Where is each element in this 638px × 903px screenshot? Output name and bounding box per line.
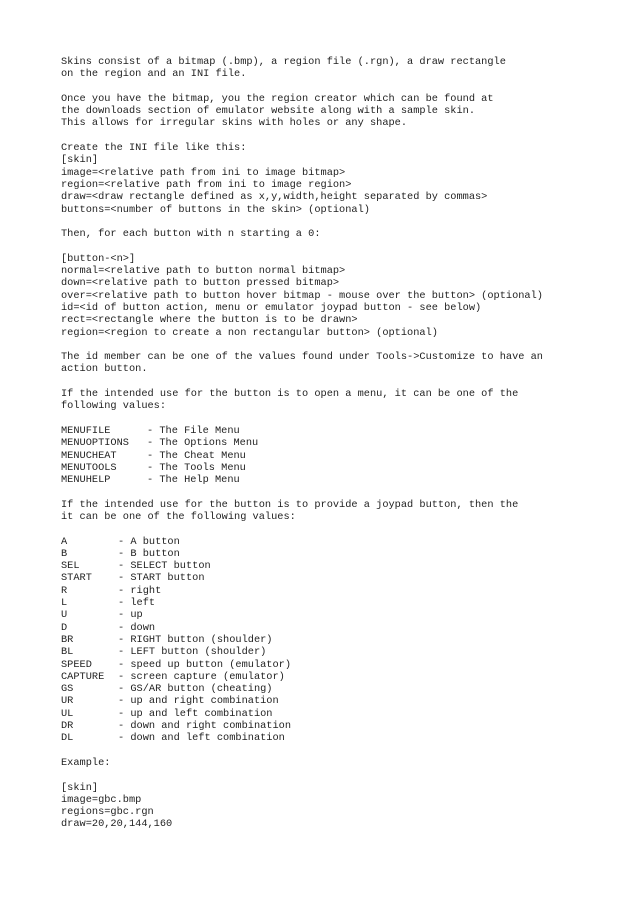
text-line: Create the INI file like this: <box>61 142 247 155</box>
joypad-value-key: UR <box>61 695 74 708</box>
joypad-value-key: START <box>61 572 92 585</box>
joypad-value-key: B <box>61 547 68 560</box>
joypad-value-row <box>61 609 621 621</box>
joypad-value-desc: - GS/AR button (cheating) <box>118 683 273 696</box>
ini-section <box>61 142 621 216</box>
code-line: image=<relative path from ini to image bitmap> <box>61 166 346 179</box>
joypad-value-row <box>61 708 621 720</box>
menu-value-row <box>61 437 621 449</box>
text-line: following values: <box>61 400 167 413</box>
joypad-values-list <box>61 536 621 745</box>
menu-value-desc: - The Tools Menu <box>147 461 246 474</box>
joypad-value-row <box>61 683 621 695</box>
code-line: over=<relative path to button hover bitmap - mouse over the button> (optional) <box>61 289 543 302</box>
code-line: buttons=<number of buttons in the skin> (optional) <box>61 203 370 216</box>
menu-value-row <box>61 462 621 474</box>
code-line: image=gbc.bmp <box>61 793 142 806</box>
joypad-value-desc: - A button <box>118 535 180 548</box>
joypad-value-row <box>61 572 621 584</box>
id-paragraph <box>61 351 621 376</box>
example-heading <box>61 757 621 769</box>
joypad-value-desc: - down <box>118 621 156 634</box>
joypad-value-row <box>61 646 621 658</box>
text-line: The id member can be one of the values found under Tools->Customize to have an <box>61 351 543 364</box>
menu-value-row <box>61 450 621 462</box>
joypad-value-row <box>61 560 621 572</box>
joypad-value-key: DR <box>61 720 74 733</box>
menu-value-key: MENUFILE <box>61 424 111 437</box>
joypad-value-key: BL <box>61 646 74 659</box>
example-block <box>61 782 621 831</box>
joypad-value-row <box>61 695 621 707</box>
menu-value-key: MENUOPTIONS <box>61 437 129 450</box>
joypad-value-key: SEL <box>61 560 80 573</box>
menu-value-key: MENUTOOLS <box>61 461 117 474</box>
menu-value-desc: - The Cheat Menu <box>147 449 246 462</box>
joypad-value-desc: - B button <box>118 547 180 560</box>
joypad-value-desc: - speed up button (emulator) <box>118 658 292 671</box>
text-line: the downloads section of emulator website along with a sample skin. <box>61 105 476 118</box>
joypad-value-row <box>61 536 621 548</box>
text-line: If the intended use for the button is to provide a joypad button, then the <box>61 498 519 511</box>
joypad-value-row <box>61 634 621 646</box>
joypad-value-row <box>61 585 621 597</box>
code-line: [skin] <box>61 781 99 794</box>
menu-value-key: MENUCHEAT <box>61 449 117 462</box>
joypad-value-desc: - down and left combination <box>118 732 285 745</box>
intro-paragraph <box>61 56 621 81</box>
bitmap-paragraph <box>61 93 621 130</box>
joypad-value-key: DL <box>61 732 74 745</box>
joypad-value-desc: - up <box>118 609 143 622</box>
menu-value-desc: - The File Menu <box>147 424 240 437</box>
joypad-value-desc: - left <box>118 597 156 610</box>
joypad-value-row <box>61 671 621 683</box>
menu-value-desc: - The Options Menu <box>147 437 259 450</box>
text-line: If the intended use for the button is to open a menu, it can be one of the <box>61 388 519 401</box>
code-line: normal=<relative path to button normal bitmap> <box>61 265 346 278</box>
joypad-value-key: L <box>61 597 68 610</box>
joypad-value-desc: - LEFT button (shoulder) <box>118 646 267 659</box>
text-line: it can be one of the following values: <box>61 510 296 523</box>
joypad-value-key: GS <box>61 683 74 696</box>
menu-value-row <box>61 474 621 486</box>
text-line: action button. <box>61 363 148 376</box>
code-line: down=<relative path to button pressed bitmap> <box>61 277 340 290</box>
code-line: id=<id of button action, menu or emulator joypad button - see below) <box>61 301 482 314</box>
button-section <box>61 253 621 339</box>
joypad-value-key: D <box>61 621 68 634</box>
menu-value-row <box>61 425 621 437</box>
joypad-value-key: BR <box>61 633 74 646</box>
joypad-value-desc: - START button <box>118 572 205 585</box>
joypad-value-row <box>61 548 621 560</box>
code-line: regions=gbc.rgn <box>61 806 154 819</box>
joypad-value-row <box>61 720 621 732</box>
menu-value-key: MENUHELP <box>61 474 111 487</box>
joypad-value-desc: - up and right combination <box>118 695 279 708</box>
code-line: [button-<n>] <box>61 252 136 265</box>
joypad-value-row <box>61 659 621 671</box>
text-line: Skins consist of a bitmap (.bmp), a region file (.rgn), a draw rectangle <box>61 56 506 68</box>
joypad-value-key: UL <box>61 707 74 720</box>
joypad-value-desc: - right <box>118 584 162 597</box>
joypad-paragraph <box>61 499 621 524</box>
joypad-value-key: U <box>61 609 68 622</box>
joypad-value-key: CAPTURE <box>61 670 105 683</box>
text-line: Then, for each button with n starting a 0: <box>61 228 321 241</box>
menu-paragraph <box>61 388 621 413</box>
joypad-value-row <box>61 622 621 634</box>
joypad-value-row <box>61 732 621 744</box>
code-line: draw=20,20,144,160 <box>61 818 173 831</box>
code-line: [skin] <box>61 154 99 167</box>
joypad-value-desc: - down and right combination <box>118 720 292 733</box>
joypad-value-desc: - SELECT button <box>118 560 211 573</box>
document-page <box>61 56 621 843</box>
text-line: Once you have the bitmap, you the region creator which can be found at <box>61 92 494 105</box>
text-line: This allows for irregular skins with holes or any shape. <box>61 117 408 130</box>
menu-value-desc: - The Help Menu <box>147 474 240 487</box>
text-line: on the region and an INI file. <box>61 68 247 81</box>
menu-values-list <box>61 425 621 486</box>
code-line: draw=<draw rectangle defined as x,y,width,height separated by commas> <box>61 191 488 204</box>
joypad-value-desc: - screen capture (emulator) <box>118 670 285 683</box>
joypad-value-row <box>61 597 621 609</box>
joypad-value-key: R <box>61 584 68 597</box>
joypad-value-desc: - up and left combination <box>118 707 273 720</box>
button-intro-paragraph <box>61 228 621 240</box>
code-line: region=<relative path from ini to image region> <box>61 178 352 191</box>
joypad-value-key: A <box>61 535 68 548</box>
code-line: region=<region to create a non rectangular button> (optional) <box>61 326 438 339</box>
code-line: rect=<rectangle where the button is to be drawn> <box>61 314 358 327</box>
joypad-value-key: SPEED <box>61 658 92 671</box>
text-line: Example: <box>61 756 111 769</box>
joypad-value-desc: - RIGHT button (shoulder) <box>118 633 273 646</box>
